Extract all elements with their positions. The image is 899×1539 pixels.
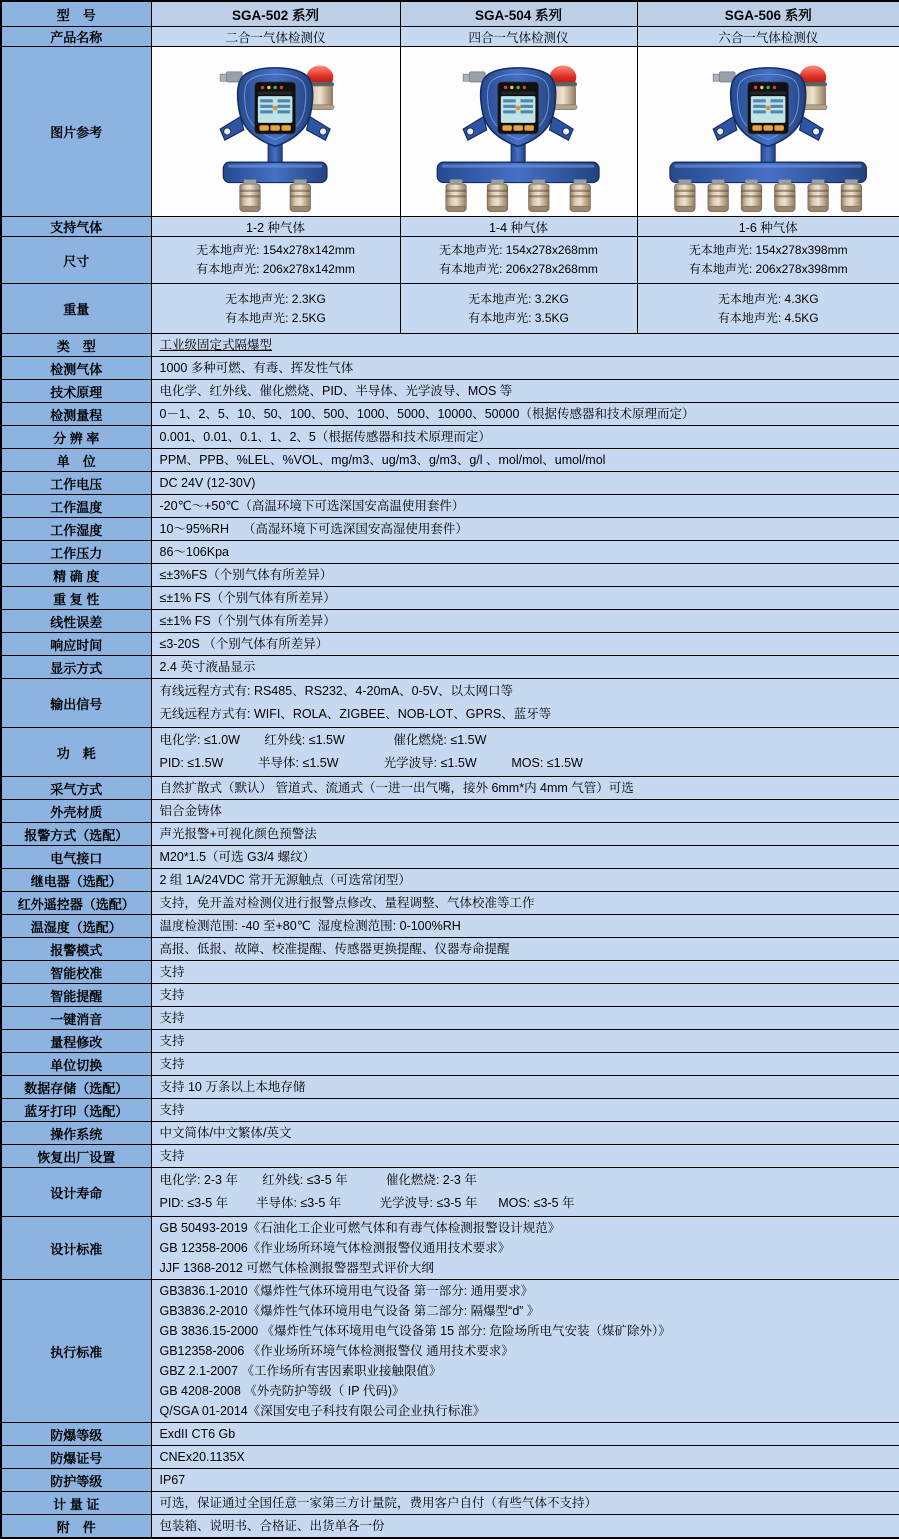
spec-value-line: 中文简体/中文繁体/英文: [160, 1123, 892, 1143]
spec-row-value: [151, 728, 899, 777]
spec-row-label: 计 量 证: [1, 1492, 151, 1515]
spec-value-line: ≤±1% FS（个别气体有所差异）: [160, 611, 892, 631]
spec-row-label: 功 耗: [1, 728, 151, 777]
spec-row-label: 设计标准: [1, 1217, 151, 1280]
spec-row: [1, 1446, 899, 1469]
spec-value-line: 无线远程方式有: WIFI、ROLA、ZIGBEE、NOB-LOT、GPRS、蓝牙等: [160, 703, 892, 726]
spec-row: [1, 823, 899, 846]
spec-row-value: [151, 892, 899, 915]
spec-row-label: 类 型: [1, 334, 151, 357]
spec-row-label: 操作系统: [1, 1122, 151, 1145]
spec-row-label: 响应时间: [1, 633, 151, 656]
size-value: 有本地声光: 206x278x398mm: [642, 260, 896, 279]
spec-value-line: 2.4 英寸液晶显示: [160, 657, 892, 677]
product-image-label: 图片参考: [1, 47, 151, 217]
size-sga-506: [637, 237, 899, 284]
spec-value-line: CNEx20.1135X: [160, 1447, 892, 1467]
gases-sga-506: 1-6 种气体: [637, 217, 899, 237]
spec-row-label: 数据存储（选配）: [1, 1076, 151, 1099]
spec-row-label: 工作压力: [1, 541, 151, 564]
spec-row-label: 电气接口: [1, 846, 151, 869]
spec-row-label: 恢复出厂设置: [1, 1145, 151, 1168]
spec-row-label: 智能校准: [1, 961, 151, 984]
spec-value-line: PID: ≤1.5W 半导体: ≤1.5W 光学波导: ≤1.5W MOS: ≤1.5W: [160, 752, 892, 775]
spec-row-value: [151, 587, 899, 610]
spec-row: [1, 357, 899, 380]
spec-row: [1, 846, 899, 869]
size-sga-504: [400, 237, 637, 284]
spec-row-label: 工作湿度: [1, 518, 151, 541]
spec-rows: [1, 334, 899, 1539]
spec-value-line: ≤±1% FS（个别气体有所差异）: [160, 588, 892, 608]
spec-value-line: 0－1、2、5、10、50、100、500、1000、5000、10000、50000（根据传感器和技术原理而定）: [160, 404, 892, 424]
spec-row-value: [151, 869, 899, 892]
spec-value-line: 可选，保证通过全国任意一家第三方计量院，费用客户自付（有些气体不支持）: [160, 1493, 892, 1513]
spec-row: [1, 869, 899, 892]
spec-row: [1, 1492, 899, 1515]
top-rows: [1, 1, 899, 334]
spec-row-label: 红外遥控器（选配）: [1, 892, 151, 915]
weight-value: 无本地声光: 4.3KG: [642, 290, 896, 309]
spec-row-label: 检测气体: [1, 357, 151, 380]
spec-value-line: GB3836.2-2010《爆炸性气体环境用电气设备 第二部分: 隔爆型“d” 》: [160, 1301, 892, 1321]
model-sga-504: SGA-504 系列: [400, 1, 637, 27]
spec-value-line: 铝合金铸体: [160, 801, 892, 821]
spec-row-value: [151, 984, 899, 1007]
spec-row: [1, 587, 899, 610]
spec-value-line: Q/SGA 01-2014《深国安电子科技有限公司企业执行标准》: [160, 1401, 892, 1421]
spec-row-label: 线性误差: [1, 610, 151, 633]
product-name-label: 产品名称: [1, 27, 151, 47]
spec-row: [1, 610, 899, 633]
spec-row-label: 温湿度（选配）: [1, 915, 151, 938]
size-row: [1, 237, 899, 284]
spec-row-value: [151, 1423, 899, 1446]
spec-row: [1, 1099, 899, 1122]
spec-row: [1, 938, 899, 961]
spec-row-label: 附 件: [1, 1515, 151, 1539]
spec-value-line: 支持: [160, 985, 892, 1005]
spec-value-line: 10～95%RH （高湿环境下可选深国安高湿使用套件）: [160, 519, 892, 539]
spec-row: [1, 1515, 899, 1539]
spec-value-line: DC 24V (12-30V): [160, 473, 892, 493]
spec-value-line: 有线远程方式有: RS485、RS232、4-20mA、0-5V、以太网口等: [160, 680, 892, 703]
spec-row-value: [151, 846, 899, 869]
product-name-sga-502: 二合一气体检测仪: [151, 27, 400, 47]
spec-row-label: 防护等级: [1, 1469, 151, 1492]
spec-value-line: 支持: [160, 1031, 892, 1051]
spec-row-label: 工作电压: [1, 472, 151, 495]
spec-row-label: 精 确 度: [1, 564, 151, 587]
weight-sga-502: [151, 284, 400, 334]
supported-gases-row: [1, 217, 899, 237]
spec-row-value: [151, 449, 899, 472]
product-name-row: [1, 27, 899, 47]
spec-value-line: 声光报警+可视化颜色预警法: [160, 824, 892, 844]
spec-value-line: GB 50493-2019《石油化工企业可燃气体和有毒气体检测报警设计规范》: [160, 1218, 892, 1238]
spec-row-label: 显示方式: [1, 656, 151, 679]
spec-row-label: 采气方式: [1, 777, 151, 800]
spec-row: [1, 777, 899, 800]
spec-row-value: [151, 564, 899, 587]
spec-row: [1, 656, 899, 679]
spec-row: [1, 518, 899, 541]
spec-value-line: GB 3836.15-2000 《爆炸性气体环境用电气设备第 15 部分: 危险场所电气安装（煤矿除外）》: [160, 1321, 892, 1341]
spec-row: [1, 984, 899, 1007]
spec-row: [1, 1053, 899, 1076]
spec-value-line: 支持 10 万条以上本地存储: [160, 1077, 892, 1097]
spec-row-value: [151, 1007, 899, 1030]
product-image-row: [1, 47, 899, 217]
spec-row: [1, 1217, 899, 1280]
device-illustration-2-sensor: [152, 47, 400, 216]
spec-row: [1, 1076, 899, 1099]
spec-row-value: [151, 823, 899, 846]
spec-row-value: [151, 679, 899, 728]
spec-row-value: [151, 1099, 899, 1122]
size-value: 无本地声光: 154x278x398mm: [642, 241, 896, 260]
product-image-cell-sga-504: [400, 47, 637, 217]
spec-row-label: 输出信号: [1, 679, 151, 728]
device-illustration-6-sensor: [638, 47, 899, 216]
spec-value-line: 温度检测范围: -40 至+80℃ 湿度检测范围: 0-100%RH: [160, 916, 892, 936]
size-value: 有本地声光: 206x278x142mm: [156, 260, 396, 279]
model-header-row: [1, 1, 899, 27]
spec-row-value: [151, 1168, 899, 1217]
spec-row: [1, 1145, 899, 1168]
spec-row: [1, 1168, 899, 1217]
spec-row-label: 智能提醒: [1, 984, 151, 1007]
spec-row-value: [151, 495, 899, 518]
spec-value-line: ≤±3%FS（个别气体有所差异）: [160, 565, 892, 585]
spec-row-value: [151, 426, 899, 449]
spec-row: [1, 449, 899, 472]
spec-row-label: 重 复 性: [1, 587, 151, 610]
spec-value-line: 支持: [160, 962, 892, 982]
spec-row-value: [151, 610, 899, 633]
spec-value-line: 1000 多种可燃、有毒、挥发性气体: [160, 358, 892, 378]
spec-row-value: [151, 1469, 899, 1492]
spec-row-value: [151, 472, 899, 495]
weight-value: 有本地声光: 3.5KG: [405, 309, 633, 328]
weight-value: 无本地声光: 3.2KG: [405, 290, 633, 309]
spec-row-value: [151, 938, 899, 961]
size-value: 有本地声光: 206x278x268mm: [405, 260, 633, 279]
device-illustration-4-sensor: [401, 47, 637, 216]
spec-row: [1, 679, 899, 728]
spec-row-label: 量程修改: [1, 1030, 151, 1053]
spec-value-line: GB12358-2006 《作业场所环境气体检测报警仪 通用技术要求》: [160, 1341, 892, 1361]
spec-row-label: 执行标准: [1, 1280, 151, 1423]
spec-value-line: PID: ≤3-5 年 半导体: ≤3-5 年 光学波导: ≤3-5 年 MOS: ≤3-5 年: [160, 1192, 892, 1215]
spec-row-label: 一键消音: [1, 1007, 151, 1030]
product-name-sga-504: 四合一气体检测仪: [400, 27, 637, 47]
spec-row: [1, 961, 899, 984]
spec-row: [1, 728, 899, 777]
size-label: 尺寸: [1, 237, 151, 284]
spec-row-value: [151, 633, 899, 656]
spec-value-line: PPM、PPB、%LEL、%VOL、mg/m3、ug/m3、g/m3、g/l 、mol/mol、umol/mol: [160, 450, 892, 470]
spec-row-label: 单 位: [1, 449, 151, 472]
spec-row-value: [151, 1053, 899, 1076]
spec-row: [1, 1122, 899, 1145]
spec-value-line: IP67: [160, 1470, 892, 1490]
size-value: 无本地声光: 154x278x268mm: [405, 241, 633, 260]
size-sga-502: [151, 237, 400, 284]
spec-row-label: 继电器（选配）: [1, 869, 151, 892]
spec-value-line: 0.001、0.01、0.1、1、2、5（根据传感器和技术原理而定）: [160, 427, 892, 447]
spec-value-line: 工业级固定式隔爆型: [160, 335, 892, 355]
spec-row: [1, 541, 899, 564]
spec-value-line: GB 4208-2008 《外壳防护等级（ IP 代码)》: [160, 1381, 892, 1401]
spec-row-value: [151, 800, 899, 823]
spec-row-label: 工作温度: [1, 495, 151, 518]
spec-value-line: -20℃～+50℃（高温环境下可选深国安高温使用套件）: [160, 496, 892, 516]
size-value: 无本地声光: 154x278x142mm: [156, 241, 396, 260]
spec-row-value: [151, 541, 899, 564]
weight-label: 重量: [1, 284, 151, 334]
spec-row-value: [151, 1030, 899, 1053]
spec-row-value: [151, 1446, 899, 1469]
spec-row: [1, 472, 899, 495]
spec-row-value: [151, 656, 899, 679]
spec-value-line: 支持: [160, 1146, 892, 1166]
model-header-label: 型 号: [1, 1, 151, 27]
spec-row-label: 报警模式: [1, 938, 151, 961]
gases-sga-504: 1-4 种气体: [400, 217, 637, 237]
spec-row-value: [151, 1280, 899, 1423]
spec-row: [1, 633, 899, 656]
spec-row-value: [151, 915, 899, 938]
spec-row: [1, 1423, 899, 1446]
spec-value-line: ExdII CT6 Gb: [160, 1424, 892, 1444]
spec-row: [1, 380, 899, 403]
spec-row-value: [151, 403, 899, 426]
spec-row: [1, 426, 899, 449]
weight-sga-504: [400, 284, 637, 334]
supported-gases-label: 支持气体: [1, 217, 151, 237]
spec-value-line: 包装箱、说明书、合格证、出货单各一份: [160, 1516, 892, 1536]
spec-value-line: 2 组 1A/24VDC 常开无源触点（可选常闭型）: [160, 870, 892, 890]
spec-value-line: GBZ 2.1-2007 《工作场所有害因素职业接触限值》: [160, 1361, 892, 1381]
spec-row: [1, 403, 899, 426]
spec-value-line: 电化学、红外线、催化燃烧、PID、半导体、光学波导、MOS 等: [160, 381, 892, 401]
spec-row: [1, 1007, 899, 1030]
spec-value-line: 电化学: 2-3 年 红外线: ≤3-5 年 催化燃烧: 2-3 年: [160, 1169, 892, 1192]
spec-row-value: [151, 777, 899, 800]
spec-value-line: 高报、低报、故障、校准提醒、传感器更换提醒、仪器寿命提醒: [160, 939, 892, 959]
spec-value-line: 支持: [160, 1054, 892, 1074]
spec-value-line: M20*1.5（可选 G3/4 螺纹）: [160, 847, 892, 867]
spec-row: [1, 915, 899, 938]
spec-value-line: 支持，免开盖对检测仪进行报警点修改、量程调整、气体校准等工作: [160, 893, 892, 913]
spec-row-label: 检测量程: [1, 403, 151, 426]
spec-row-label: 分 辨 率: [1, 426, 151, 449]
spec-value-line: 电化学: ≤1.0W 红外线: ≤1.5W 催化燃烧: ≤1.5W: [160, 729, 892, 752]
spec-row-label: 防爆证号: [1, 1446, 151, 1469]
product-image-cell-sga-502: [151, 47, 400, 217]
spec-row: [1, 800, 899, 823]
spec-row-value: [151, 380, 899, 403]
spec-row: [1, 1030, 899, 1053]
spec-value-line: JJF 1368-2012 可燃气体检测报警器型式评价大纲: [160, 1258, 892, 1278]
spec-row-label: 技术原理: [1, 380, 151, 403]
weight-sga-506: [637, 284, 899, 334]
spec-row-value: [151, 1145, 899, 1168]
spec-row-value: [151, 1217, 899, 1280]
spec-row-label: 外壳材质: [1, 800, 151, 823]
spec-row-label: 防爆等级: [1, 1423, 151, 1446]
weight-value: 无本地声光: 2.3KG: [156, 290, 396, 309]
weight-row: [1, 284, 899, 334]
spec-row-value: [151, 1492, 899, 1515]
weight-value: 有本地声光: 2.5KG: [156, 309, 396, 328]
product-name-sga-506: 六合一气体检测仪: [637, 27, 899, 47]
spec-value-line: 支持: [160, 1100, 892, 1120]
spec-row: [1, 495, 899, 518]
spec-value-line: GB3836.1-2010《爆炸性气体环境用电气设备 第一部分: 通用要求》: [160, 1281, 892, 1301]
spec-row: [1, 892, 899, 915]
weight-value: 有本地声光: 4.5KG: [642, 309, 896, 328]
spec-row-value: [151, 961, 899, 984]
spec-row: [1, 334, 899, 357]
spec-value-line: 支持: [160, 1008, 892, 1028]
spec-row: [1, 1469, 899, 1492]
spec-row-label: 设计寿命: [1, 1168, 151, 1217]
spec-row-value: [151, 334, 899, 357]
spec-row-label: 单位切换: [1, 1053, 151, 1076]
spec-row-value: [151, 1076, 899, 1099]
spec-value-line: ≤3-20S （个别气体有所差异）: [160, 634, 892, 654]
spec-row: [1, 1280, 899, 1423]
spec-row-value: [151, 518, 899, 541]
spec-row-value: [151, 1122, 899, 1145]
product-image-cell-sga-506: [637, 47, 899, 217]
spec-row-value: [151, 1515, 899, 1539]
model-sga-506: SGA-506 系列: [637, 1, 899, 27]
spec-row-label: 蓝牙打印（选配）: [1, 1099, 151, 1122]
spec-row-label: 报警方式（选配）: [1, 823, 151, 846]
spec-value-line: 86～106Kpa: [160, 542, 892, 562]
spec-value-line: 自然扩散式（默认） 管道式、流通式（一进一出气嘴，接外 6mm*内 4mm 气管）可选: [160, 778, 892, 798]
spec-row-value: [151, 357, 899, 380]
gases-sga-502: 1-2 种气体: [151, 217, 400, 237]
spec-value-line: GB 12358-2006《作业场所环境气体检测报警仪通用技术要求》: [160, 1238, 892, 1258]
spec-row: [1, 564, 899, 587]
model-sga-502: SGA-502 系列: [151, 1, 400, 27]
